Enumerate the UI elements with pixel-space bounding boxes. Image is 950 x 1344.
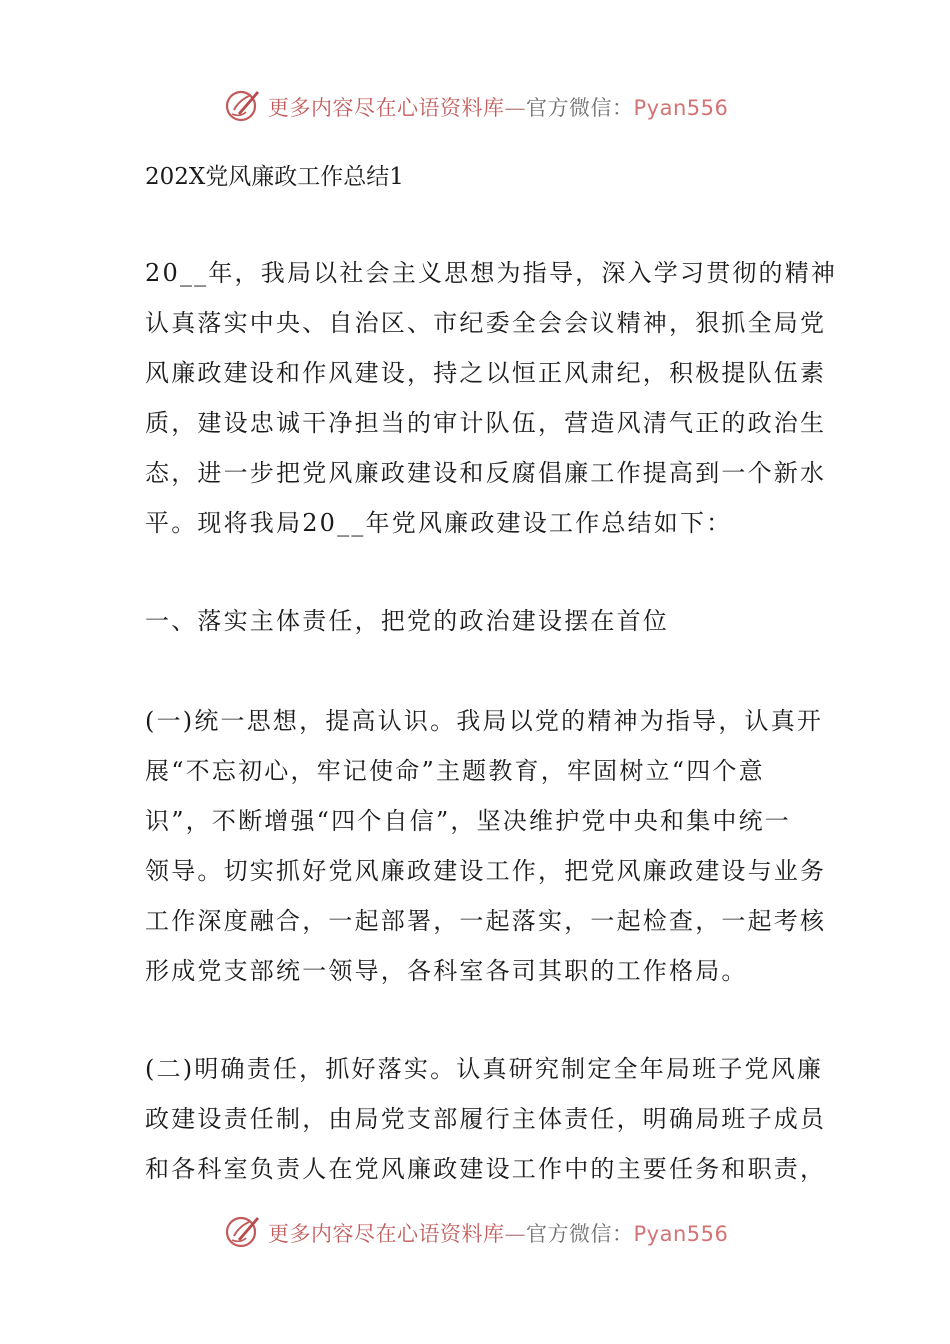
paragraph-section-1-2 (145, 1044, 825, 1194)
banner-wechat-id: Pyan556 (633, 96, 729, 120)
text-line: 20__年，我局以社会主义思想为指导，深入学习贯彻的精神 (145, 259, 838, 287)
paragraph-intro (145, 248, 838, 548)
watermark-banner-top (0, 82, 950, 126)
paragraph-section-1-1 (145, 696, 825, 996)
text-line: (一)统一思想，提高认识。我局以党的精神为指导，认真开 (145, 707, 824, 735)
text-line: 领导。切实抓好党风廉政建设工作，把党风廉政建设与业务 (145, 857, 827, 885)
banner-dash: — (504, 96, 526, 120)
text-line: (二)明确责任，抓好落实。认真研究制定全年局班子党风廉 (145, 1055, 824, 1083)
text-line: 识”，不断增强“四个自信”，坚决维护党中央和集中统一 (145, 807, 792, 835)
text-line: 风廉政建设和作风建设，持之以恒正风肃纪，积极提队伍素 (145, 359, 827, 387)
banner-text: 更多内容尽在心语资料库 (268, 1222, 505, 1246)
text-line: 质，建设忠诚干净担当的审计队伍，营造风清气正的政治生 (145, 409, 827, 437)
banner-wechat-label: 官方微信： (526, 1222, 634, 1246)
banner-dash: — (504, 1222, 526, 1246)
text-line: 平。现将我局20__年党风廉政建设工作总结如下： (145, 509, 733, 537)
watermark-banner-bottom (0, 1208, 950, 1252)
text-line: 和各科室负责人在党风廉政建设工作中的主要任务和职责， (145, 1155, 827, 1183)
text-line: 工作深度融合，一起部署，一起落实，一起检查，一起考核 (145, 907, 827, 935)
heading-text: 一、落实主体责任，把党的政治建设摆在首位 (145, 607, 669, 635)
pen-logo-icon (224, 86, 262, 124)
banner-wechat-label: 官方微信： (526, 96, 634, 120)
section-heading-1 (145, 596, 825, 646)
text-line: 认真落实中央、自治区、市纪委全会会议精神，狠抓全局党 (145, 309, 827, 337)
banner-text: 更多内容尽在心语资料库 (268, 96, 505, 120)
pen-logo-icon (224, 1212, 262, 1250)
text-line: 政建设责任制，由局党支部履行主体责任，明确局班子成员 (145, 1105, 827, 1133)
text-line: 态，进一步把党风廉政建设和反腐倡廉工作提高到一个新水 (145, 459, 827, 487)
text-line: 展“不忘初心，牢记使命”主题教育，牢固树立“四个意 (145, 757, 765, 785)
doc-title: 202X党风廉政工作总结1 (145, 164, 404, 190)
text-line: 形成党支部统一领导，各科室各司其职的工作格局。 (145, 957, 748, 985)
banner-wechat-id: Pyan556 (633, 1222, 729, 1246)
